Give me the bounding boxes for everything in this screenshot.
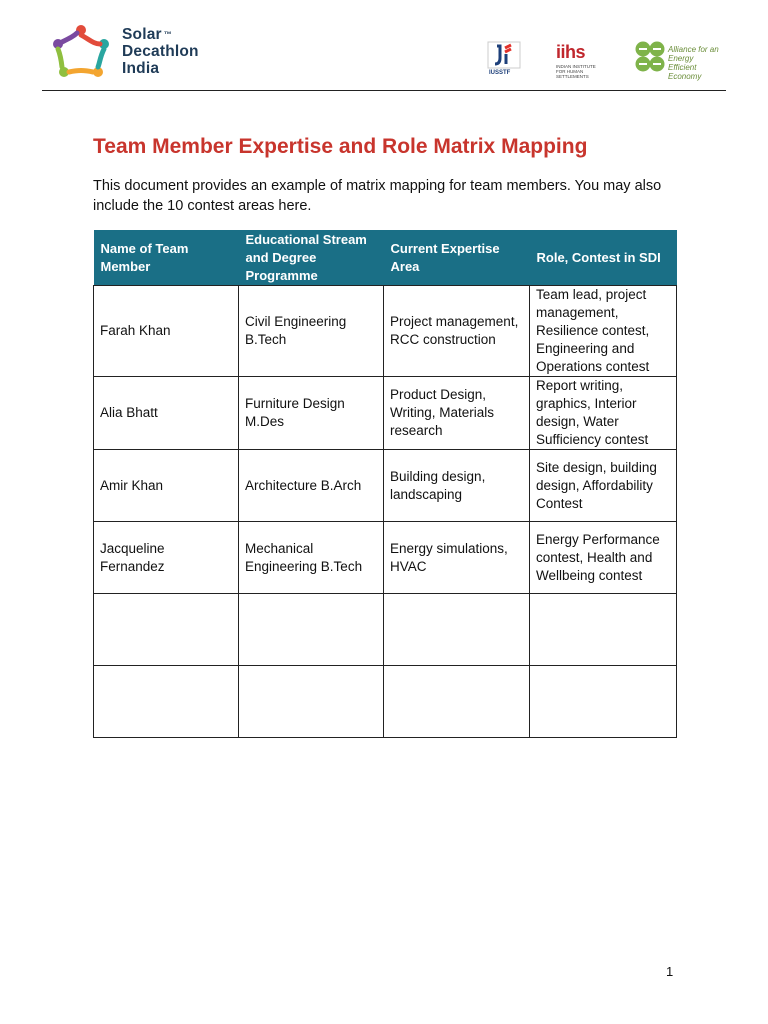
logo-line-3: India — [122, 60, 160, 77]
iihs-subtitle: INDIAN INSTITUTE FOR HUMAN SETTLEMENTS — [556, 64, 596, 79]
aeee-logo — [634, 40, 720, 80]
page-header — [0, 0, 768, 92]
page-number: 1 — [666, 964, 674, 979]
cell-education: Architecture B.Arch — [239, 450, 384, 522]
cell-role: Site design, building design, Affordability Contest — [530, 450, 677, 522]
table-header-row — [94, 230, 677, 286]
cell-role[interactable] — [530, 594, 677, 666]
cell-role: Report writing, graphics, Interior design, Water Sufficiency contest — [530, 377, 677, 450]
iusstf-label: IUSSTF — [489, 70, 511, 76]
cell-expertise: Building design, landscaping — [384, 450, 530, 522]
iusstf-mark-icon — [485, 40, 523, 70]
logo-line-2: Decathlon — [122, 43, 199, 60]
cell-education: Civil Engineering B.Tech — [239, 286, 384, 377]
table-row-empty — [94, 594, 677, 666]
expertise-matrix-table — [93, 230, 677, 738]
cell-education: Mechanical Engineering B.Tech — [239, 522, 384, 594]
trademark: ™ — [163, 30, 172, 39]
logo-line-1: Solar — [122, 26, 162, 43]
cell-education[interactable] — [239, 666, 384, 738]
aeee-mark-icon — [634, 40, 666, 74]
cell-expertise[interactable] — [384, 594, 530, 666]
col-header-expertise: Current Expertise Area — [384, 230, 530, 286]
iihs-logo — [556, 40, 606, 80]
table-row — [94, 522, 677, 594]
cell-expertise[interactable] — [384, 666, 530, 738]
col-header-education: Educational Stream and Degree Programme — [239, 230, 384, 286]
cell-expertise: Project management, RCC construction — [384, 286, 530, 377]
cell-expertise: Product Design, Writing, Materials research — [384, 377, 530, 450]
document-title: Team Member Expertise and Role Matrix Mapping — [93, 135, 588, 158]
table-row — [94, 450, 677, 522]
cell-role[interactable] — [530, 666, 677, 738]
table-row-empty — [94, 666, 677, 738]
cell-name: Amir Khan — [94, 450, 239, 522]
table-row — [94, 286, 677, 377]
cell-education: Furniture Design M.Des — [239, 377, 384, 450]
cell-education[interactable] — [239, 594, 384, 666]
iihs-wordmark: iihs — [556, 42, 586, 62]
table-row — [94, 377, 677, 450]
solar-decathlon-logo-icon — [46, 22, 116, 84]
cell-role: Team lead, project management, Resilience contest, Engineering and Operations contest — [530, 286, 677, 377]
iusstf-logo — [485, 40, 523, 80]
col-header-name: Name of Team Member — [94, 230, 239, 286]
header-divider — [42, 90, 726, 91]
col-header-role: Role, Contest in SDI — [530, 230, 677, 286]
cell-role: Energy Performance contest, Health and Wellbeing contest — [530, 522, 677, 594]
cell-name[interactable] — [94, 594, 239, 666]
solar-decathlon-wordmark — [122, 26, 199, 77]
intro-paragraph: This document provides an example of matrix mapping for team members. You may also include the 10 contest areas here. — [93, 178, 662, 214]
cell-name[interactable] — [94, 666, 239, 738]
cell-name: Jacqueline Fernandez — [94, 522, 239, 594]
aeee-name: Alliance for an Energy Efficient Economy — [668, 45, 719, 81]
cell-name: Alia Bhatt — [94, 377, 239, 450]
cell-name: Farah Khan — [94, 286, 239, 377]
cell-expertise: Energy simulations, HVAC — [384, 522, 530, 594]
